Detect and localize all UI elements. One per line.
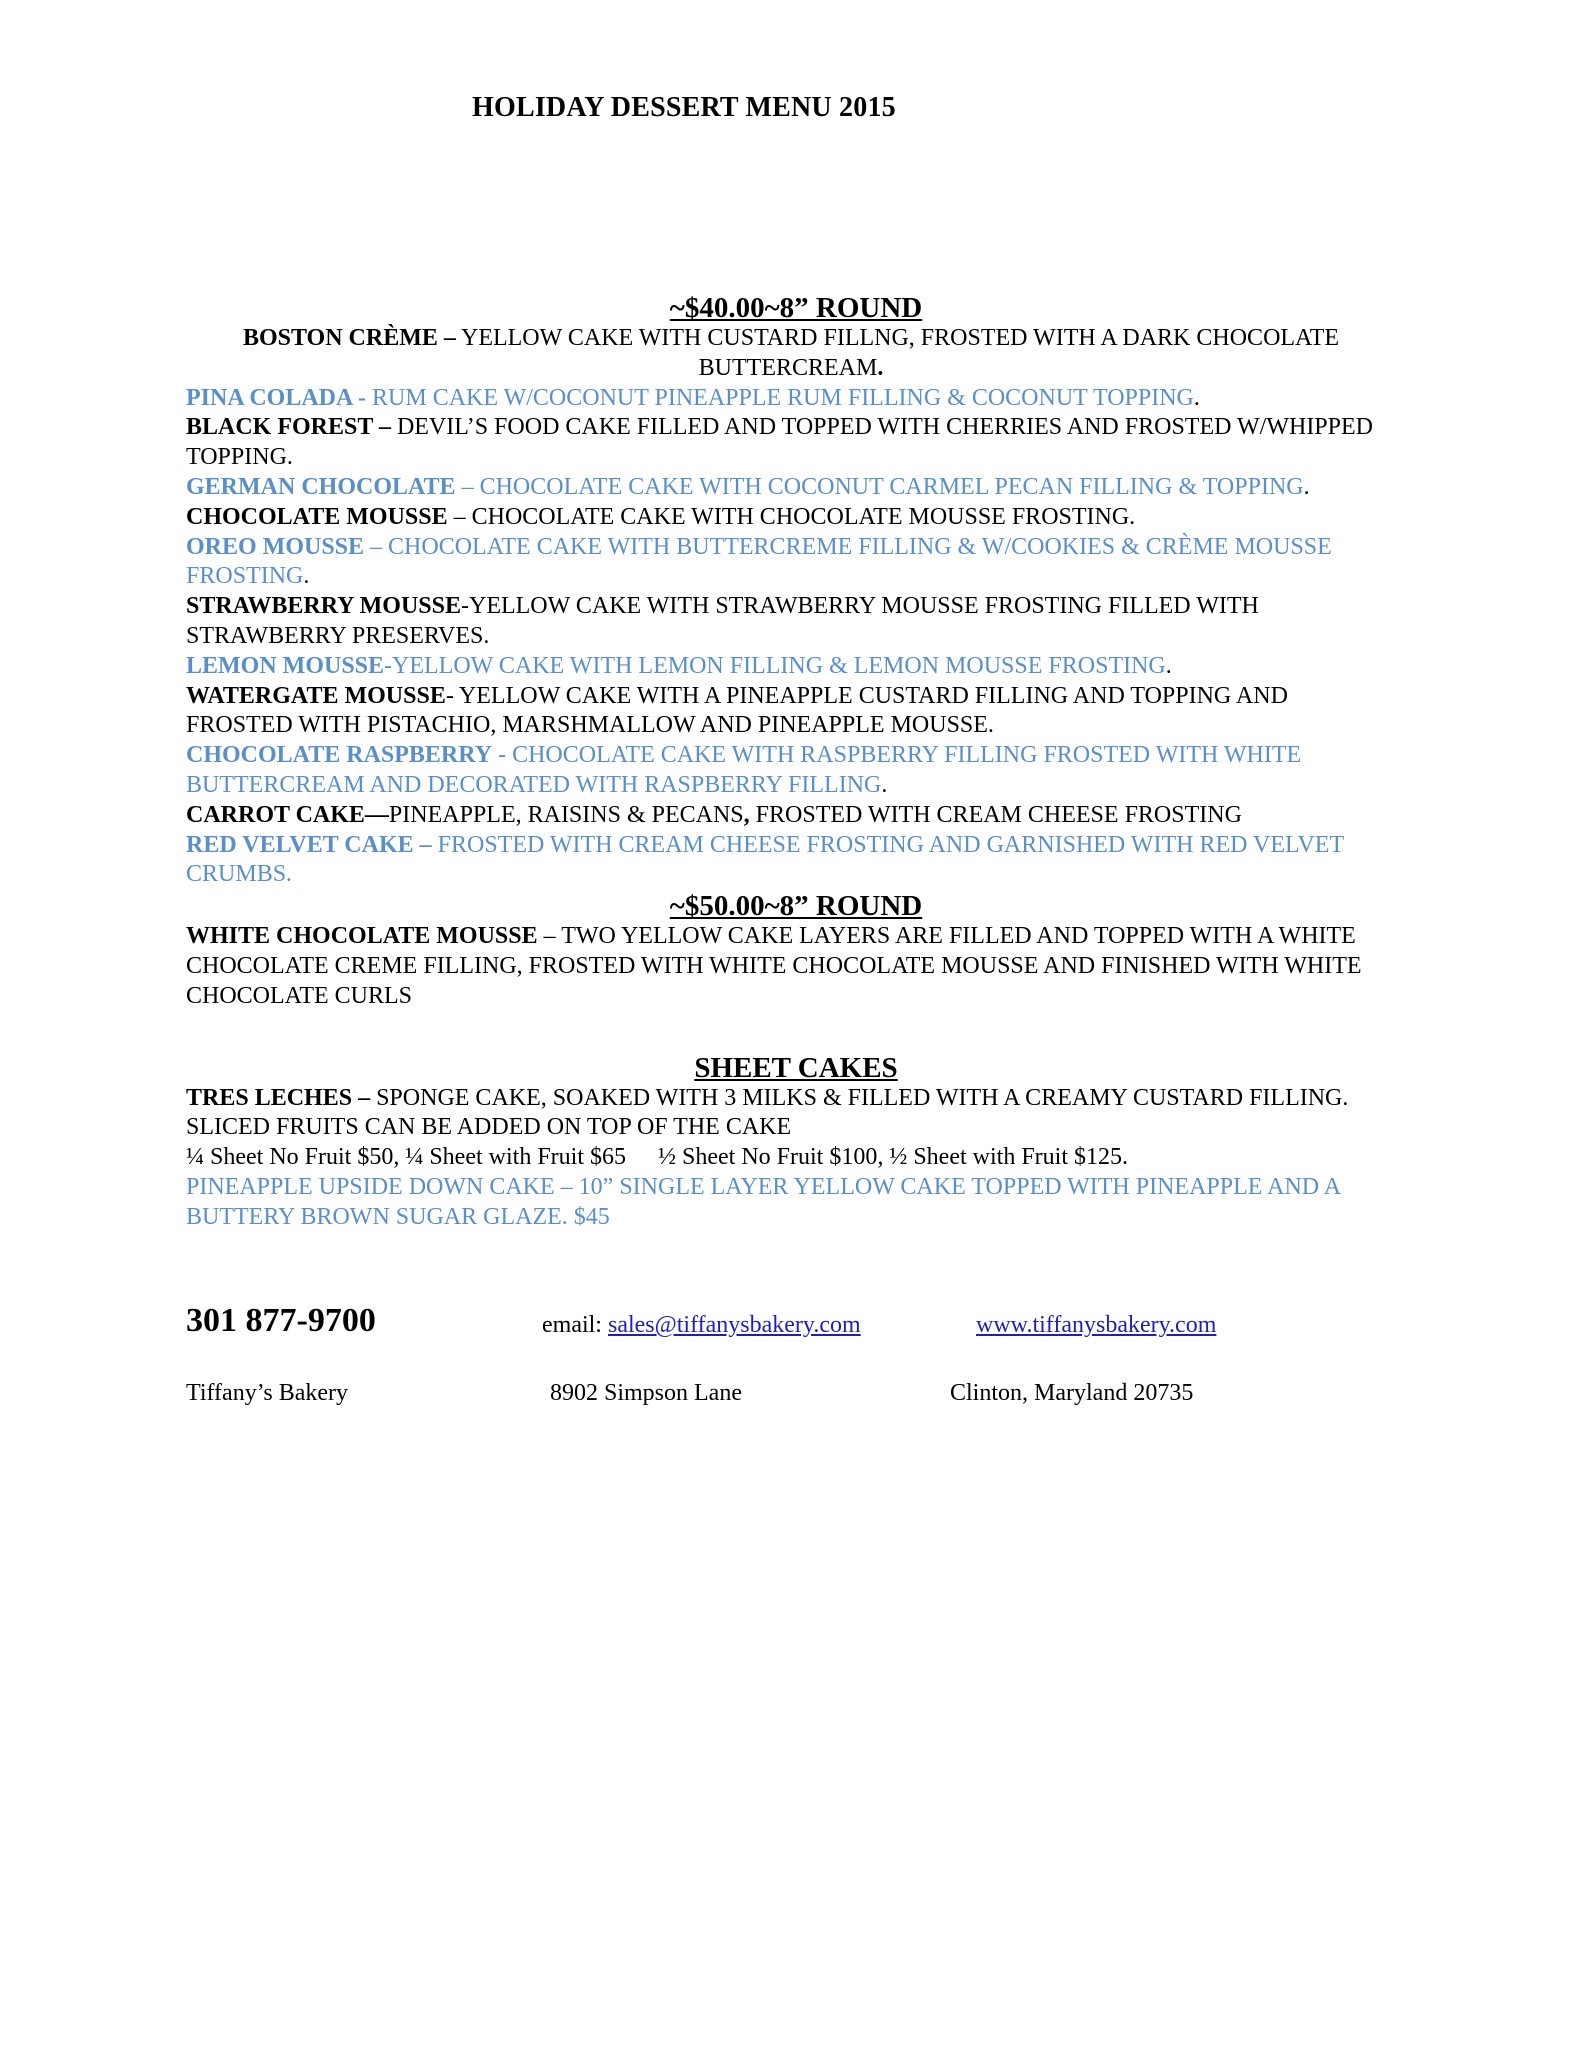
section-50-heading: ~$50.00~8” ROUND (669, 890, 923, 923)
item-desc: – CHOCOLATE CAKE WITH CHOCOLATE MOUSSE FROSTING. (447, 503, 1136, 530)
website-link[interactable]: www.tiffanysbakery.com (976, 1312, 1217, 1338)
item-desc: - YELLOW CAKE WITH A PINEAPPLE CUSTARD FILLING AND TOPPING AND FROSTED WITH PISTACHIO, MARSHMALLOW AND PINEAPPLE MOUSSE. (186, 682, 1288, 739)
email-block (542, 1312, 861, 1339)
business-name: Tiffany’s Bakery (186, 1380, 348, 1406)
item-end: . (1193, 384, 1200, 411)
item-desc: SPONGE CAKE, SOAKED WITH 3 MILKS & FILLED WITH A CREAMY CUSTARD FILLING. SLICED FRUITS CAN BE ADDED ON TOP OF THE CAKE (186, 1084, 1349, 1141)
pricing-quarter: ¼ Sheet No Fruit $50, ¼ Sheet with Fruit $65 (186, 1144, 626, 1171)
menu-item-carrot-cake (186, 801, 1396, 831)
item-name: STRAWBERRY MOUSSE (186, 593, 461, 620)
item-name: PINA COLADA - (186, 384, 367, 411)
item-end: . (881, 771, 888, 798)
menu-item-oreo-mousse (186, 533, 1396, 593)
phone-number: 301 877-9700 (186, 1302, 376, 1339)
menu-item-chocolate-mousse (186, 503, 1396, 533)
menu-item-boston-creme (186, 324, 1396, 384)
item-end: . (1165, 652, 1172, 679)
item-name: LEMON MOUSSE (186, 652, 385, 679)
item-desc: – TWO YELLOW CAKE LAYERS ARE FILLED AND TOPPED WITH A WHITE CHOCOLATE CREME FILLING, FROSTED WITH WHITE CHOCOLATE MOUSSE AND FINISHED WITH WHITE CHOCOLATE CURLS (186, 923, 1362, 1009)
item-name: BLACK FOREST – (186, 414, 391, 441)
item-name: TRES LECHES – (186, 1084, 371, 1111)
item-name: WATERGATE MOUSSE (186, 682, 446, 709)
menu-item-chocolate-raspberry (186, 741, 1396, 801)
menu-item-lemon-mousse (186, 652, 1396, 682)
sheet-pricing (186, 1143, 1396, 1173)
menu-item-red-velvet (186, 831, 1396, 891)
item-desc: - CHOCOLATE CAKE WITH RASPBERRY FILLING FROSTED WITH WHITE BUTTERCREAM AND DECORATED WITH RASPBERRY FILLING (186, 742, 1302, 798)
item-end: . (303, 563, 310, 590)
item-mid: , (743, 801, 750, 828)
item-desc: DEVIL’S FOOD CAKE FILLED AND TOPPED WITH CHERRIES AND FROSTED W/WHIPPED TOPPING. (186, 414, 1373, 471)
contact-row (186, 1302, 1396, 1342)
spacer (186, 1012, 1396, 1052)
item-name: WHITE CHOCOLATE MOUSSE (186, 923, 538, 950)
item-desc: -YELLOW CAKE WITH STRAWBERRY MOUSSE FROSTING FILLED WITH STRAWBERRY PRESERVES. (186, 593, 1259, 649)
item-desc: -YELLOW CAKE WITH LEMON FILLING & LEMON MOUSSE FROSTING (384, 652, 1166, 679)
menu-item-watergate-mousse (186, 682, 1396, 742)
menu-item-pineapple-upside-down: PINEAPPLE UPSIDE DOWN CAKE – 10” SINGLE LAYER YELLOW CAKE TOPPED WITH PINEAPPLE AND A BUTTERY BROWN SUGAR GLAZE. $45 (186, 1173, 1340, 1230)
menu-item-strawberry-mousse (186, 592, 1396, 652)
menu-item-german-chocolate (186, 473, 1396, 503)
item-desc: FROSTED WITH CREAM CHEESE FROSTING AND GARNISHED WITH RED VELVET CRUMBS. (186, 831, 1344, 888)
item-name: BOSTON CRÈME – (242, 325, 456, 351)
menu-item-tres-leches (186, 1084, 1396, 1144)
item-end: . (1303, 473, 1310, 500)
website-link-wrap (976, 1312, 1216, 1339)
city-state-zip: Clinton, Maryland 20735 (950, 1380, 1194, 1406)
item-name: CHOCOLATE RASPBERRY (186, 742, 493, 769)
pricing-half: ½ Sheet No Fruit $100, ½ Sheet with Fruit $125. (658, 1144, 1128, 1171)
menu-item-white-chocolate-mousse (186, 922, 1396, 1011)
item-name: OREO MOUSSE (186, 533, 365, 560)
sheet-cakes-heading: SHEET CAKES (694, 1051, 898, 1084)
item-name: CARROT CAKE— (186, 801, 389, 828)
item-desc: RUM CAKE W/COCONUT PINEAPPLE RUM FILLING & COCONUT TOPPING (366, 384, 1194, 411)
menu-title: HOLIDAY DESSERT MENU 2015 (472, 92, 896, 123)
item-desc: YELLOW CAKE WITH CUSTARD FILLNG, FROSTED WITH A DARK CHOCOLATE BUTTERCREAM (455, 325, 1340, 381)
street-address: 8902 Simpson Lane (550, 1380, 742, 1406)
section-40-heading: ~$40.00~8” ROUND (669, 292, 923, 324)
item-end: . (877, 354, 884, 381)
email-link[interactable]: sales@tiffanysbakery.com (607, 1312, 861, 1338)
menu-body (186, 292, 1396, 1233)
item-desc: – CHOCOLATE CAKE WITH BUTTERCREME FILLING & W/COOKIES & CRÈME MOUSSE FROSTING (186, 533, 1332, 590)
address-row (186, 1380, 1396, 1412)
item-name: RED VELVET CAKE – (186, 831, 432, 858)
item-name: GERMAN CHOCOLATE (186, 473, 456, 500)
menu-item-black-forest (186, 413, 1396, 473)
item-name: CHOCOLATE MOUSSE (186, 503, 448, 530)
menu-item-pina-colada (186, 384, 1396, 414)
email-label: email: (542, 1312, 602, 1338)
item-desc-2: FROSTED WITH CREAM CHEESE FROSTING (749, 801, 1242, 828)
item-desc: – CHOCOLATE CAKE WITH COCONUT CARMEL PECAN FILLING & TOPPING (455, 473, 1304, 500)
item-desc: PINEAPPLE, RAISINS & PECANS (388, 801, 744, 828)
